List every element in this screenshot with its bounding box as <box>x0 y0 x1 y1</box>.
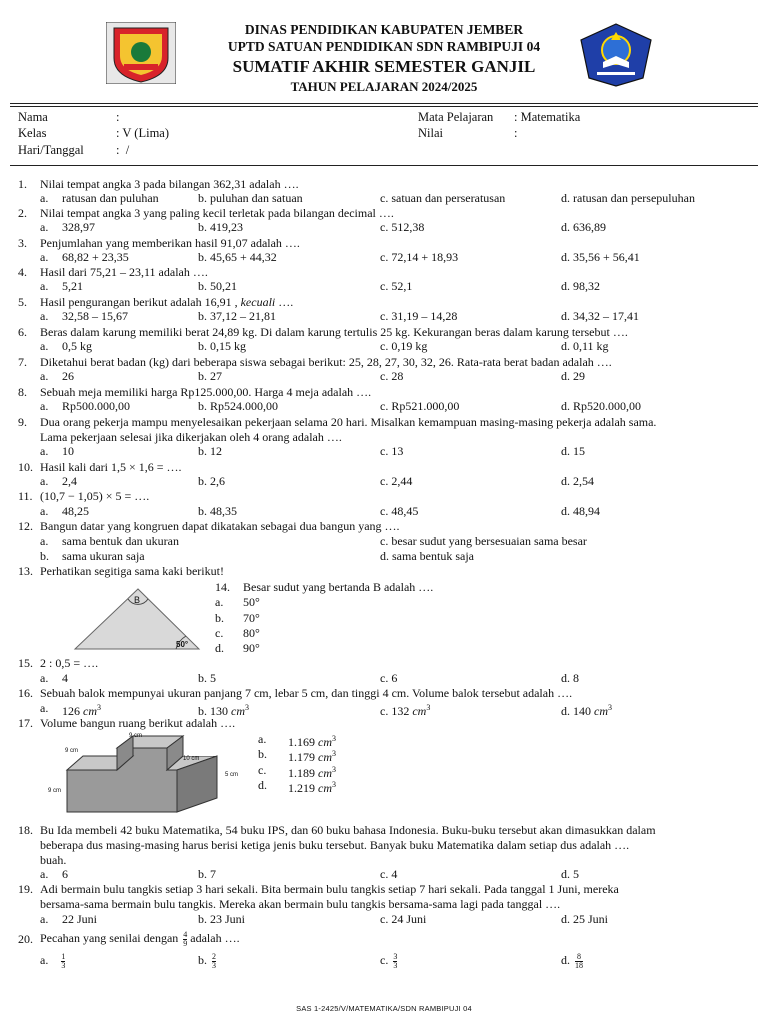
q17-number: 17. <box>18 716 33 730</box>
q6-option-a-letter: a. <box>40 339 49 353</box>
q2-option-c: c. 512,38 <box>380 220 425 234</box>
mapel-value: : Matematika <box>514 110 581 124</box>
q11-option-c: c. 48,45 <box>380 504 419 518</box>
q1-option-b: b. puluhan dan satuan <box>198 191 303 205</box>
solid-label-right: 10 cm <box>183 756 200 762</box>
q2-option-a-letter: a. <box>40 220 49 234</box>
q10-option-c: c. 2,44 <box>380 474 413 488</box>
q10-option-a-letter: a. <box>40 474 49 488</box>
q19-option-c: c. 24 Juni <box>380 912 427 926</box>
q6-number: 6. <box>18 325 27 339</box>
solid-label-left-top: 9 cm <box>65 748 79 754</box>
q20-option-b: b. $\frac{2}{3}$ <box>198 951 216 970</box>
q11-option-b: b. 48,35 <box>198 504 237 518</box>
q7-text: Diketahui berat badan (kg) dari beberapa siswa sebagai berikut: 25, 28, 27, 30, 32, 26. Rata-rata berat badan adalah …. <box>40 355 612 369</box>
q19-number: 19. <box>18 882 33 896</box>
q18-option-b: b. 7 <box>198 867 216 881</box>
q20-fraction: $\frac{4}{9}$ <box>183 929 188 948</box>
q12-option-a: sama bentuk dan ukuran <box>62 534 179 548</box>
q11-text: (10,7 − 1,05) × 5 = …. <box>40 489 150 503</box>
header-divider-2 <box>10 106 758 107</box>
q2-number: 2. <box>18 206 27 220</box>
q9-text-2: Lama pekerjaan selesai jika dikerjakan oleh 4 orang adalah …. <box>40 430 342 444</box>
nama-label: Nama <box>18 110 48 124</box>
q11-number: 11. <box>18 489 33 503</box>
q7-option-a-letter: a. <box>40 369 49 383</box>
q12-option-d: d. sama bentuk saja <box>380 549 474 563</box>
q1-text: Nilai tempat angka 3 pada bilangan 362,31 adalah …. <box>40 177 299 191</box>
q15-option-a: 4 <box>62 671 68 685</box>
q1-option-d: d. ratusan dan persepuluhan <box>561 191 695 205</box>
q12-option-c: c. besar sudut yang bersesuaian sama besar <box>380 534 587 548</box>
q20-option-c: c. $\frac{3}{3}$ <box>380 951 398 970</box>
q6-option-b: b. 0,15 kg <box>198 339 246 353</box>
q16-option-b: b. 130 $cm^3$ <box>198 703 249 718</box>
q18-option-d: d. 5 <box>561 867 579 881</box>
q15-number: 15. <box>18 656 33 670</box>
q17-option-a: 1.169 $cm^3$ <box>288 734 336 749</box>
q5-option-a: 32,58 – 15,67 <box>62 309 128 323</box>
q20-option-d: d. $\frac{8}{18}$ <box>561 951 583 970</box>
q2-option-b: b. 419,23 <box>198 220 243 234</box>
q7-number: 7. <box>18 355 27 369</box>
q3-option-b: b. 45,65 + 44,32 <box>198 250 277 264</box>
q12-option-b-letter: b. <box>40 549 49 563</box>
q5-kecuali: kecuali <box>240 295 276 309</box>
q4-option-c: c. 52,1 <box>380 279 413 293</box>
q8-number: 8. <box>18 385 27 399</box>
q9-option-a-letter: a. <box>40 444 49 458</box>
nilai-label: Nilai <box>418 126 443 140</box>
q5-number: 5. <box>18 295 27 309</box>
q15-option-d: d. 8 <box>561 671 579 685</box>
q20-number: 20. <box>18 932 33 946</box>
q7-option-d: d. 29 <box>561 369 585 383</box>
q8-option-c: c. Rp521.000,00 <box>380 399 460 413</box>
q2-text: Nilai tempat angka 3 yang paling kecil terletak pada bilangan decimal …. <box>40 206 394 220</box>
q8-option-a-letter: a. <box>40 399 49 413</box>
q18-text-3: buah. <box>40 853 67 867</box>
q3-option-a-letter: a. <box>40 250 49 264</box>
q11-option-d: d. 48,94 <box>561 504 600 518</box>
q18-option-a: 6 <box>62 867 68 881</box>
solid-label-top: 9 cm <box>129 733 143 739</box>
q4-option-a: 5,21 <box>62 279 83 293</box>
q2-option-a: 328,97 <box>62 220 95 234</box>
q18-text-2: beberapa dus masing-masing harus berisi ketiga jenis buku tersebut. Banyak buku Matematika dalam setiap dus adalah …. <box>40 838 630 852</box>
q19-option-a: 22 Juni <box>62 912 98 926</box>
q7-option-b: b. 27 <box>198 369 222 383</box>
q18-number: 18. <box>18 823 33 837</box>
q9-number: 9. <box>18 415 27 429</box>
page-footer: SAS 1-2425/V/MATEMATIKA/SDN RAMBIPUJI 04 <box>296 1004 472 1013</box>
q6-option-d: d. 0,11 kg <box>561 339 609 353</box>
q4-text: Hasil dari 75,21 – 23,11 adalah …. <box>40 265 208 279</box>
q17-text: Volume bangun ruang berikut adalah …. <box>40 716 236 730</box>
q17-option-d-letter: d. <box>258 778 267 792</box>
q1-option-a: ratusan dan puluhan <box>62 191 159 205</box>
q17-option-b-letter: b. <box>258 747 267 761</box>
q14-option-c-letter: c. <box>215 626 224 640</box>
q11-option-a: 48,25 <box>62 504 89 518</box>
q6-option-a: 0,5 kg <box>62 339 92 353</box>
triangle-label-angle: 50° <box>176 640 189 649</box>
q5-option-d: d. 34,32 – 17,41 <box>561 309 639 323</box>
q11-option-a-letter: a. <box>40 504 49 518</box>
q9-option-a: 10 <box>62 444 74 458</box>
q14-option-c: 80° <box>243 626 260 640</box>
q16-option-a-letter: a. <box>40 701 49 715</box>
q16-number: 16. <box>18 686 33 700</box>
q9-option-c: c. 13 <box>380 444 404 458</box>
nama-value: : <box>116 110 120 124</box>
q10-option-d: d. 2,54 <box>561 474 594 488</box>
q17-option-c-letter: c. <box>258 763 267 777</box>
q5-option-b: b. 37,12 – 21,81 <box>198 309 276 323</box>
q4-option-d: d. 98,32 <box>561 279 600 293</box>
q12-option-a-letter: a. <box>40 534 49 548</box>
q19-option-b: b. 23 Juni <box>198 912 246 926</box>
solid-label-height: 5 cm <box>225 772 239 778</box>
q20-text: Pecahan yang senilai dengan $\frac{4}{9}$ adalah …. <box>40 929 240 948</box>
triangle-label-b: B <box>134 595 141 605</box>
header-line-2: UPTD SATUAN PENDIDIKAN SDN RAMBIPUJI 04 <box>227 39 541 54</box>
q18-option-c: c. 4 <box>380 867 398 881</box>
q1-option-c: c. satuan dan perseratusan <box>380 191 506 205</box>
q14-option-a-letter: a. <box>215 595 224 609</box>
kelas-label: Kelas <box>18 126 47 140</box>
q7-option-a: 26 <box>62 369 74 383</box>
q18-option-a-letter: a. <box>40 867 49 881</box>
q12-text: Bangun datar yang kongruen dapat dikatakan sebagai dua bangun yang …. <box>40 519 400 533</box>
q4-option-a-letter: a. <box>40 279 49 293</box>
header-line-3: SUMATIF AKHIR SEMESTER GANJIL <box>232 57 536 76</box>
q13-text: Perhatikan segitiga sama kaki berikut! <box>40 564 224 578</box>
q19-option-d: d. 25 Juni <box>561 912 609 926</box>
q9-text: Dua orang pekerja mampu menyelesaikan pekerjaan selama 20 hari. Misalkan kemampuan masing-masing pekerja adalah sama. <box>40 415 657 429</box>
q7-option-c: c. 28 <box>380 369 404 383</box>
q14-option-b-letter: b. <box>215 611 224 625</box>
q9-option-d: d. 15 <box>561 444 585 458</box>
header-line-1: DINAS PENDIDIKAN KABUPATEN JEMBER <box>244 22 524 37</box>
q19-text-2: bersama-sama bermain bulu tangkis. Mereka akan bermain bulu tangkis bersama-sama lagi pada tanggal …. <box>40 897 561 911</box>
q14-number: 14. <box>215 580 230 594</box>
q2-option-d: d. 636,89 <box>561 220 606 234</box>
q16-option-c: c. 132 $cm^3$ <box>380 703 431 718</box>
q16-option-d: d. 140 $cm^3$ <box>561 703 612 718</box>
q17-option-c: 1.189 $cm^3$ <box>288 765 336 780</box>
q17-option-d: 1.219 $cm^3$ <box>288 780 336 795</box>
q3-number: 3. <box>18 236 27 250</box>
header-divider-1 <box>10 103 758 104</box>
q14-option-a: 50° <box>243 595 260 609</box>
q1-option-a-letter: a. <box>40 191 49 205</box>
solid-figure <box>45 730 245 818</box>
q5-text: Hasil pengurangan berikut adalah 16,91 , kecuali …. <box>40 295 294 309</box>
info-divider <box>10 165 758 166</box>
hari-label: Hari/Tanggal <box>18 143 84 157</box>
q18-text: Bu Ida membeli 42 buku Matematika, 54 buku IPS, dan 60 buku bahasa Indonesia. Buku-buku tersebut akan dimasukkan dalam <box>40 823 656 837</box>
q15-option-b: b. 5 <box>198 671 216 685</box>
nilai-value: : <box>514 126 518 140</box>
q10-number: 10. <box>18 460 33 474</box>
q5-option-a-letter: a. <box>40 309 49 323</box>
q5-option-c: c. 31,19 – 14,28 <box>380 309 458 323</box>
q10-option-b: b. 2,6 <box>198 474 225 488</box>
q13-number: 13. <box>18 564 33 578</box>
solid-label-left: 9 cm <box>48 788 62 794</box>
q16-option-a: 126 $cm^3$ <box>62 703 101 718</box>
q16-text: Sebuah balok mempunyai ukuran panjang 7 cm, lebar 5 cm, dan tinggi 4 cm. Volume balok tersebut adalah …. <box>40 686 573 700</box>
q4-number: 4. <box>18 265 27 279</box>
q8-option-b: b. Rp524.000,00 <box>198 399 279 413</box>
q12-number: 12. <box>18 519 33 533</box>
q8-option-d: d. Rp520.000,00 <box>561 399 642 413</box>
kelas-value: : V (Lima) <box>116 126 170 140</box>
q3-option-c: c. 72,14 + 18,93 <box>380 250 459 264</box>
q1-number: 1. <box>18 177 27 191</box>
q3-option-a: 68,82 + 23,35 <box>62 250 129 264</box>
q9-option-b: b. 12 <box>198 444 222 458</box>
q3-option-d: d. 35,56 + 56,41 <box>561 250 640 264</box>
q3-text: Penjumlahan yang memberikan hasil 91,07 adalah …. <box>40 236 300 250</box>
q10-option-a: 2,4 <box>62 474 77 488</box>
q10-text: Hasil kali dari 1,5 × 1,6 = …. <box>40 460 182 474</box>
q14-option-d-letter: d. <box>215 641 224 655</box>
q19-option-a-letter: a. <box>40 912 49 926</box>
q6-text: Beras dalam karung memiliki berat 24,89 kg. Di dalam karung tertulis 25 kg. Kekurangan beras dalam karung tersebut …. <box>40 325 628 339</box>
q14-option-d: 90° <box>243 641 260 655</box>
q8-option-a: Rp500.000,00 <box>62 399 131 413</box>
q15-text: 2 : 0,5 = …. <box>40 656 99 670</box>
mapel-label: Mata Pelajaran <box>418 110 494 124</box>
q20-option-a: a. $\frac{1}{3}$ <box>40 951 66 970</box>
isosceles-triangle-figure <box>72 586 202 652</box>
q15-option-c: c. 6 <box>380 671 398 685</box>
hari-value: : / <box>116 143 130 157</box>
q17-option-a-letter: a. <box>258 732 267 746</box>
q12-option-b: sama ukuran saja <box>62 549 145 563</box>
header-line-4: TAHUN PELAJARAN 2024/2025 <box>290 79 478 94</box>
q17-option-b: 1.179 $cm^3$ <box>288 749 336 764</box>
q14-option-b: 70° <box>243 611 260 625</box>
q8-text: Sebuah meja memiliki harga Rp125.000,00. Harga 4 meja adalah …. <box>40 385 372 399</box>
q4-option-b: b. 50,21 <box>198 279 237 293</box>
q6-option-c: c. 0,19 kg <box>380 339 428 353</box>
q19-text: Adi bermain bulu tangkis setiap 3 hari sekali. Bita bermain bulu tangkis setiap 7 hari sekali. Pada tanggal 1 Juni, mereka <box>40 882 619 896</box>
q15-option-a-letter: a. <box>40 671 49 685</box>
q14-text: Besar sudut yang bertanda B adalah …. <box>243 580 434 594</box>
